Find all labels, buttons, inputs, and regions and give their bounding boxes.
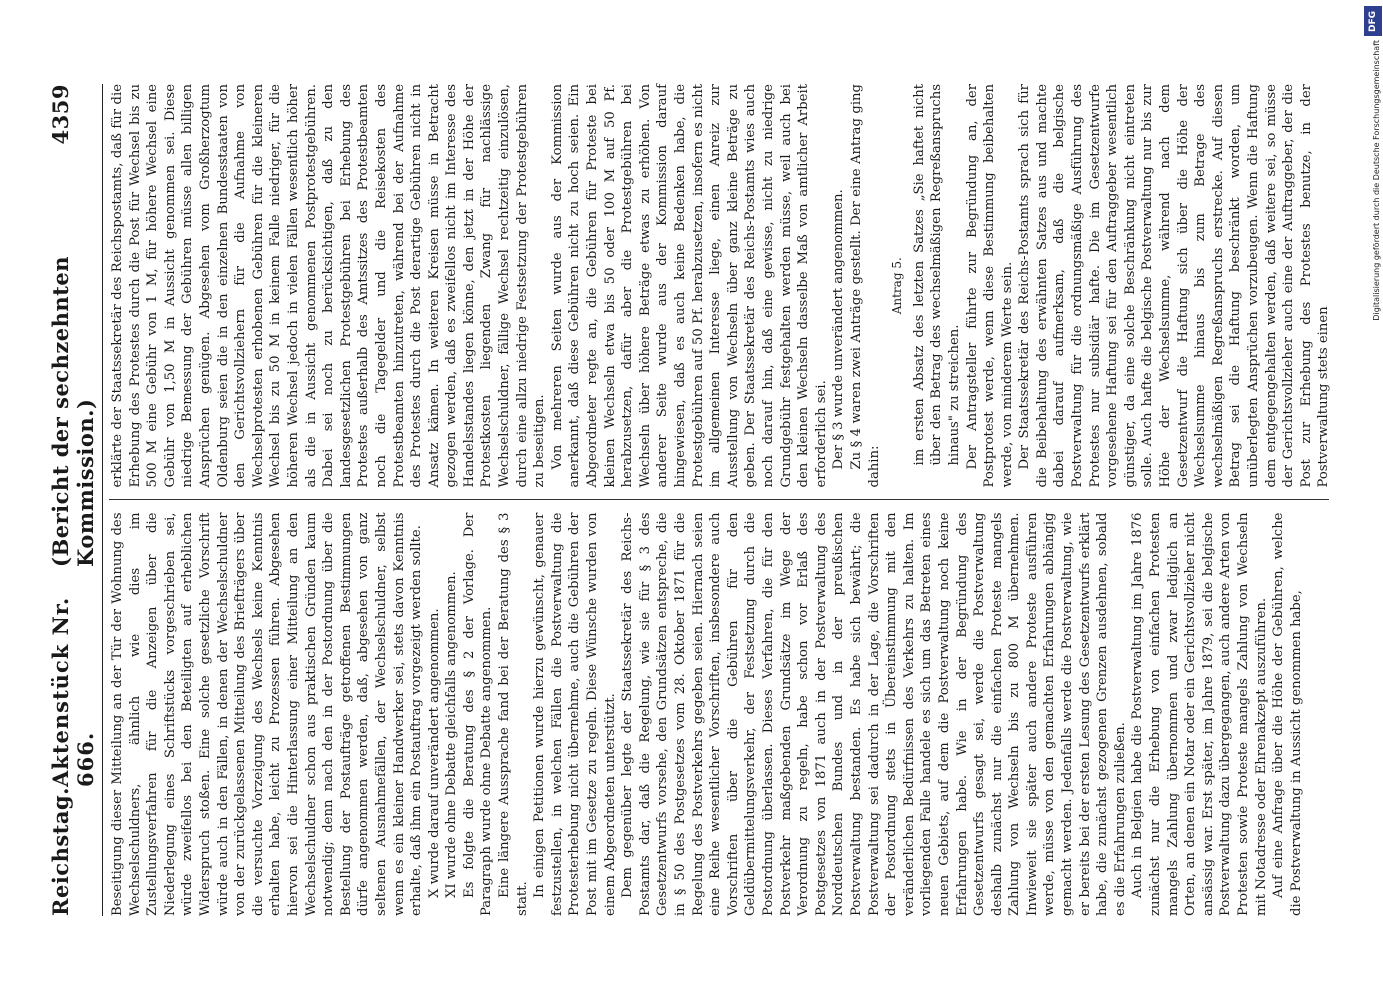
paragraph: Dem gegenüber legte der Staatssekretär des Reichs-Postamts dar, daß die Regelung, wie sie für § 3 des Gesetzentwurfs vorsehe, den Grundsätzen entspreche, die in § 50 des Postgesetzes vom 28. Oktober 1871 für die Regelung des Postverkehrs gegeben seien. Hiernach seien eine Reihe wesentlicher Vorschriften, insbesondere auch Vorschriften über die Gebühren für den Geldübermittelungsverkehr, der Festsetzung durch die Postordnung überlassen. Dieses Verfahren, die für den Postverkehr maßgebenden Grundsätze im Wege der Verordnung zu regeln, habe schon vor Erlaß des Postgesetzes von 1871 auch in der Postverwaltung des Norddeutschen Bundes und in der preußischen Postverwaltung bestanden. Es habe sich bewährt; die Postverwaltung sei dadurch in der Lage, die Vorschriften der Postordnung stets in Übereinstimmung mit den veränderlichen Bedürfnissen des Verkehrs zu halten. Im vorliegenden Falle handele es sich um das Betreten eines neuen Gebiets, auf dem die Postverwaltung noch keine Erfahrungen habe. Wie in der Begründung des Gesetzentwurfs gesagt sei, werde die Postverwaltung deshalb zunächst nur die einfachen Proteste mangels Zahlung von Wechseln bis zu 800 M übernehmen. Inwieweit sie später auch andere Proteste ausführen werde, müsse von den gemachten Erfahrungen abhängig gemacht werden. Jedenfalls werde die Postverwaltung, wie er bereits bei der ersten Lesung des Gesetzentwurfs erklärt habe, die zunächst gezogenen Grenzen ausdehnen, sobald es die Erfahrungen zuließen. [620,512,1128,916]
paragraph: Der Staatssekretär des Reichs-Postamts sprach sich für die Beibehaltung des erwähnten Satzes aus und machte dabei darauf aufmerksam, daß die belgische Postverwaltung für die ordnungsmäßige Ausführung des Protestes nur subsidiär hafte. Die im Gesetzentwurfe vorgesehene Haftung sei für den Auftraggeber wesentlich günstiger, da eine solche Beschränkung nicht eintreten solle. Auch hafte die belgische Postverwaltung nur bis zur Höhe der Wechselsumme, während nach dem Gesetzentwurf die Haftung sich über die Höhe der Wechselsumme hinaus bis zum Betrage des wechselmäßigen Regreßanspruchs erstrecke. Auf diesen Betrag sei die Haftung beschränkt worden, um unüberlegten Ansprüchen vorzubeugen. Wenn die Haftung dem entgegengehalten werden, daß weitere sei, so müsse der Gerichtsvollzieher auch eine der Auftraggeber, der die Post zur Erhebung des Protestes benutze, in der Postverwaltung stets einen [1017,84,1332,488]
paragraph: XI wurde ohne Debatte gleichfalls angenommen. [444,571,460,898]
page-header [48,84,103,916]
paragraph: Antrag 5. [890,257,905,315]
rotated-page [36,60,1346,940]
paragraph: erklärte der Staatssekretär des Reichspostamts, daß für die Erhebung des Protestes durch die Post für Wechsel bis zu 500 M eine Gebühr von 1 M, für höhere Wechsel eine Gebühr von 1,50 M in Aussicht genommen sei. Diese niedrige Bemessung der Gebühren müsse allen billigen Ansprüchen genügen. Abgesehen vom Großherzogtum Oldenburg seien die in den einzelnen Bundesstaaten von den Gerichtsvollziehern für die Aufnahme von Wechselprotesten erhobenen Gebühren für die kleineren Wechsel bis zu 50 M in keinem Falle niedriger, für die höheren Wechsel jedoch in vielen Fällen wesentlich höher als die in Aussicht genommenen Postprotestgebühren. Dabei sei noch zu berücksichtigen, daß zu den landesgesetzlichen Protestgebühren bei Erhebung des Protestes außerhalb des Amtssitzes des Protestbeamten noch die Tagegelder und die Reisekosten des Protestbeamten hinzutreten, während bei der Aufnahme des Protestes durch die Post derartige Gebühren nicht in Ansatz kämen. In weiteren Kreisen müsse in Betracht gezogen werden, daß es zweifellos nicht im Interesse des Handelsstandes liegen könne, den jetzt in der Höhe der Protestkosten liegenden Zwang für nachlässige Wechselschuldner, fällige Wechsel rechtzeitig einzulösen, durch eine allzu niedrige Festsetzung der Protestgebühren zu beseitigen. [110,84,548,488]
paragraph: Von mehreren Seiten wurde aus der Kommission anerkannt, daß diese Gebühren nicht zu hoch seien. Ein Abgeordneter regte an, die Gebühren für Proteste bei kleinen Wechseln etwa bis 50 oder 100 M auf 50 Pf. herabzusetzen, dafür aber die Protestgebühren bei Wechseln über höhere Beträge etwas zu erhöhen. Von anderer Seite wurde aus der Kommission darauf hingewiesen, daß es auch keine Bedenken habe, die Protestgebühren auf 50 Pf. herabzusetzen, insofern es nicht im allgemeinen Interesse liege, einen Anreiz zur Ausstellung von Wechseln über ganz kleine Beträge zu geben. Der Staatssekretär des Reichs-Postamts wies auch noch darauf hin, daß eine gewisse, nicht zu niedrige Grundgebühr festgehalten werden müsse, weil auch bei den kleinen Wechseln dasselbe Maß von amtlicher Arbeit erforderlich sei. [549,84,829,488]
dfg-note: Digitalisierung gefördert durch die Deutsche Forschungsgemeinschaft [1372,40,1381,321]
paragraph: Es folgte die Beratung des § 2 der Vorlage. Der Paragraph wurde ohne Debatte angenommen. [461,512,495,916]
paragraph: Der Antragsteller führte zur Begründung an, der Postprotest werde, wenn diese Bestimmung beibehalten werde, von minderem Werte sein. [964,84,1015,488]
header-left: Reichstag. [48,787,73,916]
paragraph: Auch in Belgien habe die Postverwaltung im Jahre 1876 zunächst nur die Erhebung von einfachen Protesten mangels Zahlung übernommen und zwar lediglich an Orten, an denen ein Notar oder ein Gerichtsvollzieher nicht ansässig war. Erst später, im Jahre 1879, sei die belgische Postverwaltung dazu übergegangen, auch andere Arten von Protesten sowie Proteste mangels Zahlung von Wechseln mit Notadresse oder Ehrenakzept auszuführen. [1130,512,1269,916]
text-columns [109,84,1332,916]
paragraph: im ersten Absatz des letzten Satzes „Sie haftet nicht über den Betrag des wechselmäßigen Regreßanspruchs hinaus" zu streichen. [911,84,962,466]
paragraph: In einigen Petitionen wurde hierzu gewünscht, genauer festzustellen, in welchen Fällen die Postverwaltung die Protesterhebung nicht übernehme, auch die Gebühren der Post mit im Gesetze zu regeln. Diese Wünsche wurden von einem Abgeordneten unterstützt. [532,512,618,916]
paragraph: Auf eine Anfrage über die Höhe der Gebühren, welche die Postverwaltung in Aussicht genommen habe, [1271,512,1304,916]
paragraph: X wurde darauf unverändert angenommen. [426,608,442,898]
paragraph: Zu § 4 waren zwei Anträge gestellt. Der eine Antrag ging dahin: [848,84,882,488]
left-column [109,501,1329,917]
page-number: 4359 [48,84,73,145]
dfg-logo: DFG [1364,6,1382,36]
right-column [109,84,1332,500]
header-right-title: (Bericht der sechzehnten Kommission.) [48,255,98,567]
column-divider [109,500,1329,501]
paragraph: Der § 3 wurde unverändert angenommen. [831,189,847,470]
paragraph: Eine längere Aussprache fand bei der Beratung des § 3 statt. [497,512,530,916]
dfg-sidebar [1363,0,1383,1000]
paragraph: Beseitigung dieser Mitteilung an der Tür der Wohnung des Wechselschuldners, ähnlich wie dies im Zustellungsverfahren für die Anzeigen über die Niederlegung eines Schriftstücks vorgeschrieben sei, würde zweifellos bei den Beteiligten auf erheblichen Widerspruch stoßen. Eine solche gesetzliche Vorschrift würde auch in den Fällen, in denen der Wechselschuldner von der zurückgelassenen Mitteilung des Briefträgers über die versuchte Vorzeigung des Wechsels keine Kenntnis erhalten habe, leicht zu Prozessen führen. Abgesehen hiervon sei die Hinterlassung einer Mitteilung an den Wechselschuldner schon aus praktischen Gründen kaum notwendig; denn nach den in der Postordnung über die Bestellung der Postaufträge getroffenen Bestimmungen dürfe angenommen werden, daß, abgesehen von ganz seltenen Ausnahmefällen, der Wechselschuldner, selbst wenn es ein kleiner Handwerker sei, stets davon Kenntnis erhalte, daß ihm ein Postauftrag vorgezeigt werden sollte. [110,512,425,916]
header-center: Aktenstück Nr. 666. [48,596,98,788]
